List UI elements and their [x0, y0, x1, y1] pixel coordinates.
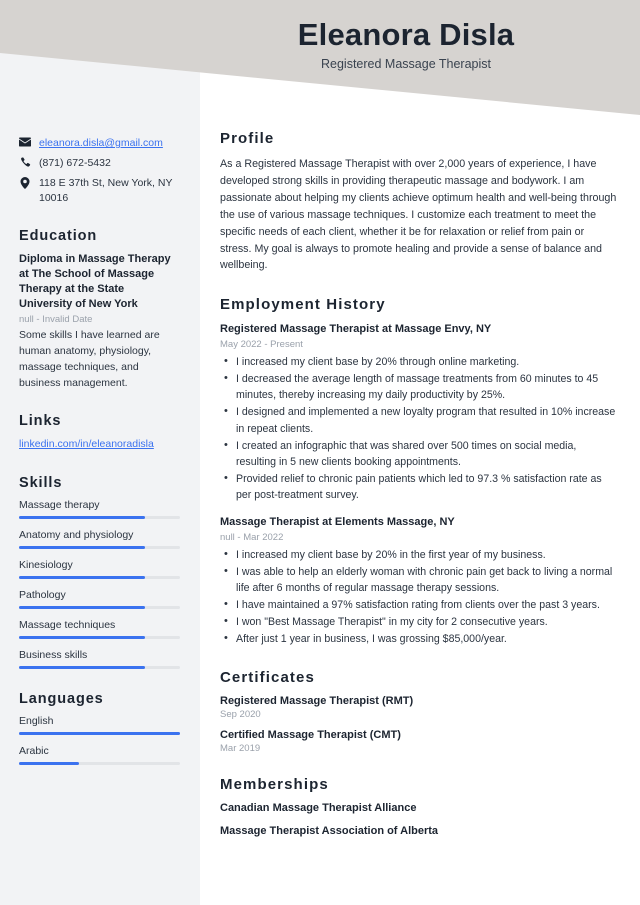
main-content	[200, 0, 640, 848]
skill-label: Pathology	[19, 588, 66, 601]
job-date: null - Mar 2022	[220, 531, 284, 543]
links-list	[19, 437, 180, 452]
memberships-section	[220, 776, 618, 837]
education-description: Some skills I have learned are human anatomy, physiology, massage techniques, and business management.	[19, 329, 160, 389]
candidate-job-title: Registered Massage Therapist	[321, 57, 491, 72]
employment-list	[220, 322, 618, 647]
certificate-item	[220, 695, 618, 720]
language-label: English	[19, 714, 54, 727]
skill-bar-fill	[19, 516, 145, 519]
job-bullet-list	[220, 547, 618, 648]
job-bullet: • After just 1 year in business, I was grossing $85,000/year.	[220, 631, 618, 647]
skill-label: Anatomy and physiology	[19, 528, 134, 541]
skill-bar-track	[19, 666, 180, 669]
certificates-heading: Certificates	[220, 669, 315, 687]
education-entry	[19, 252, 180, 392]
education-heading: Education	[19, 227, 98, 244]
job-bullet: • I created an infographic that was shared over 500 times on social media, resulting in 5 new clients booking appointments.	[220, 438, 618, 470]
certificates-list	[220, 695, 618, 754]
profile-text: As a Registered Massage Therapist with over 2,000 years of experience, I have developed strong skills in providing therapeutic massage and bodywork. I am passionate about helping my clients achieve optimum health and well-being through the use of various massage techniques. I customize each treatment to meet the specific needs of each client, whether it be for relaxation or relief from pain or stress. My goal is always to promote healing and provide a sense of balance and wellbeing.	[220, 158, 617, 272]
skill-bar-fill	[19, 576, 145, 579]
job-bullet: • I was able to help an elderly woman with chronic pain get back to living a normal life after 6 months of regular massage therapy sessions.	[220, 564, 618, 596]
skill-item	[19, 619, 180, 639]
envelope-icon	[19, 136, 31, 147]
skill-bar-fill	[19, 606, 145, 609]
membership-item: Canadian Massage Therapist Alliance	[220, 802, 417, 815]
skill-item	[19, 529, 180, 549]
certificate-date: Mar 2019	[220, 743, 261, 755]
languages-list	[19, 715, 180, 765]
language-bar-fill	[19, 732, 180, 735]
sidebar-content	[0, 0, 200, 775]
skill-label: Massage therapy	[19, 498, 100, 511]
skill-item	[19, 649, 180, 669]
employment-entry	[220, 515, 618, 647]
skills-list	[19, 499, 180, 669]
language-item	[19, 715, 180, 735]
skill-bar-track	[19, 606, 180, 609]
employment-entry	[220, 322, 618, 503]
skill-bar-track	[19, 576, 180, 579]
profile-section	[220, 130, 618, 274]
contact-item	[19, 176, 180, 206]
job-bullet-list	[220, 354, 618, 503]
certificates-section	[220, 669, 618, 754]
language-label: Arabic	[19, 744, 49, 757]
job-bullet: • I increased my client base by 20% through online marketing.	[220, 354, 618, 370]
skill-item	[19, 499, 180, 519]
skill-bar-track	[19, 636, 180, 639]
profile-heading: Profile	[220, 130, 275, 147]
skill-bar-track	[19, 546, 180, 549]
language-bar-track	[19, 762, 180, 765]
skill-label: Business skills	[19, 648, 88, 661]
contact-value: 118 E 37th St, New York, NY 10016	[39, 176, 173, 204]
skill-bar-fill	[19, 666, 145, 669]
education-list	[19, 252, 180, 392]
job-date: May 2022 - Present	[220, 339, 303, 351]
employment-heading: Employment History	[220, 296, 386, 314]
link-item	[19, 437, 180, 452]
job-title: Registered Massage Therapist at Massage Envy, NY	[220, 323, 492, 336]
contact-item	[19, 136, 180, 151]
job-title: Massage Therapist at Elements Massage, NY	[220, 516, 455, 529]
skill-bar-fill	[19, 546, 145, 549]
job-bullet: • I decreased the average length of massage treatments from 60 minutes to 45 minutes, thereby increasing my daily productivity by 25%.	[220, 371, 618, 403]
job-bullet: • I have maintained a 97% satisfaction rating from clients over the past 3 years.	[220, 597, 618, 613]
skill-bar-track	[19, 516, 180, 519]
contact-value: (871) 672-5432	[39, 156, 111, 169]
language-item	[19, 745, 180, 765]
job-bullet: • Provided relief to chronic pain patients which led to 97.3 % satisfaction rate as per post-treatment survey.	[220, 471, 618, 503]
skill-label: Kinesiology	[19, 558, 73, 571]
certificate-item	[220, 729, 618, 754]
employment-section	[220, 296, 618, 647]
phone-icon	[19, 156, 31, 168]
link-anchor[interactable]: linkedin.com/in/eleanoradisla	[19, 438, 154, 451]
map-pin-icon	[19, 176, 31, 189]
certificate-name: Registered Massage Therapist (RMT)	[220, 695, 414, 708]
skill-label: Massage techniques	[19, 618, 116, 631]
contact-value[interactable]: eleanora.disla@gmail.com	[39, 137, 163, 149]
certificate-date: Sep 2020	[220, 709, 261, 721]
job-bullet: • I increased my client base by 20% in the first year of my business.	[220, 547, 618, 563]
certificate-name: Certified Massage Therapist (CMT)	[220, 729, 401, 742]
memberships-list	[220, 802, 618, 837]
job-bullet: • I designed and implemented a new loyalty program that resulted in 10% increase in repeat clients.	[220, 404, 618, 436]
skills-heading: Skills	[19, 474, 63, 491]
language-bar-track	[19, 732, 180, 735]
languages-heading: Languages	[19, 690, 104, 707]
education-date: null - Invalid Date	[19, 314, 93, 326]
contact-list	[19, 136, 180, 206]
skill-item	[19, 589, 180, 609]
memberships-heading: Memberships	[220, 776, 329, 794]
contact-item	[19, 156, 180, 171]
skill-bar-fill	[19, 636, 145, 639]
education-title: Diploma in Massage Therapy at The School of Massage Therapy at the State University of New York	[19, 252, 171, 311]
job-bullet: • I won "Best Massage Therapist" in my city for 2 consecutive years.	[220, 614, 618, 630]
skill-item	[19, 559, 180, 579]
language-bar-fill	[19, 762, 79, 765]
membership-item: Massage Therapist Association of Alberta	[220, 825, 439, 838]
candidate-name: Eleanora Disla	[297, 17, 515, 52]
links-heading: Links	[19, 413, 62, 430]
